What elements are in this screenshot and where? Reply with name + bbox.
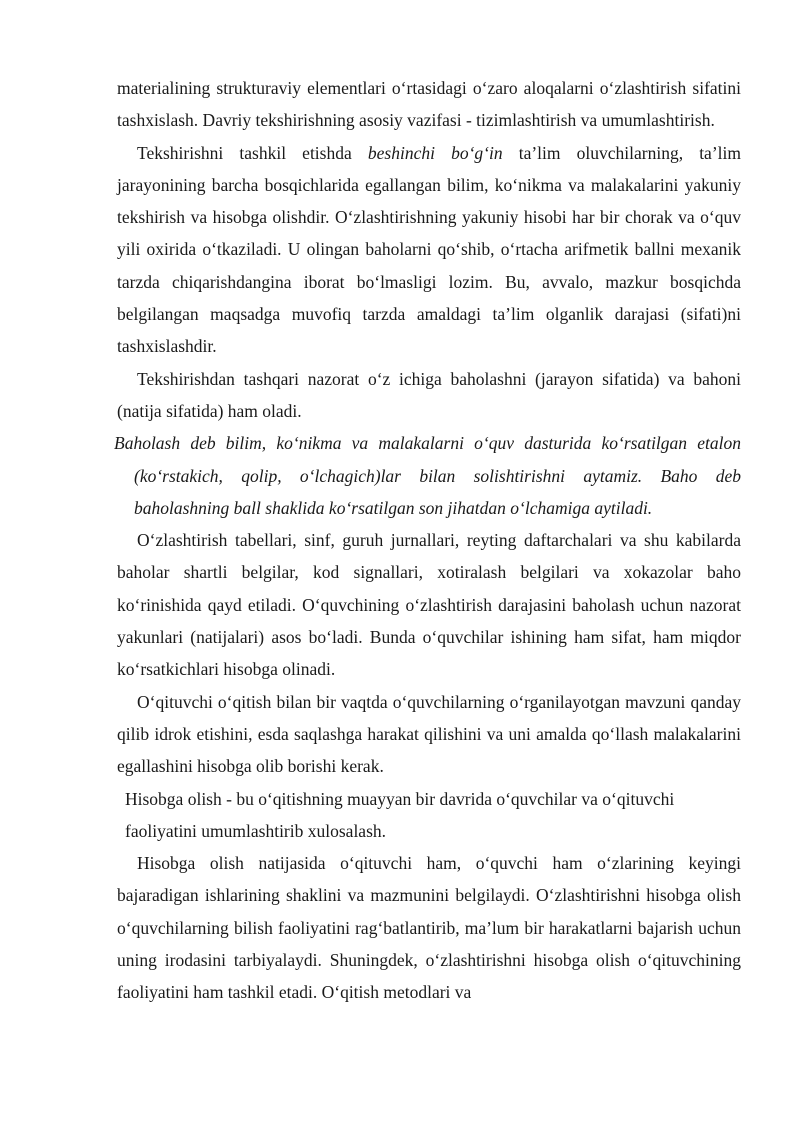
paragraph-2-emphasis: beshinchi bo‘g‘in: [367, 142, 503, 163]
paragraph-2-lead: Tekshirishni tashkil etishda: [137, 142, 368, 163]
paragraph-5: O‘zlashtirish tabellari, sinf, guruh jurnallari, reyting daftarchalari va shu kabilarda baholar shartli belgilar, kod signallari, xotiralash belgilari va xokazolar baho ko‘rinishida qayd etiladi. O‘quvchining o‘zlashtirish darajasini baholash uchun nazorat yakunlari (natijalari) asos bo‘ladi. Bunda o‘quvchilar ishining ham sifat, ham miqdor ko‘rsatkichlari hisobga olinadi.: [117, 530, 741, 680]
paragraph-3: Tekshirishdan tashqari nazorat o‘z ichiga baholashni (jarayon sifatida) va bahoni (natija sifatida) ham oladi.: [117, 368, 741, 421]
paragraph-8: Hisobga olish natijasida o‘qituvchi ham, o‘quvchi ham o‘zlarining keyingi bajaradigan ishlarining shaklini va mazmunini belgilaydi. O‘zlashtirishni hisobga olish o‘quvchilarning bilish faoliyatini rag‘batlantirib, ma’lum bir harakatlarni bajarish uchun uning irodasini tarbiyalaydi. Shuningdek, o‘zlashtirishni hisobga olish o‘qituvchining faoliyatini ham tashkil etadi. O‘qitish metodlari va: [117, 853, 741, 1003]
paragraph-6: O‘qituvchi o‘qitish bilan bir vaqtda o‘quvchilarning o‘rganilayotgan mavzuni qanday qilib idrok etishini, esda saqlashga harakat qilishini va uni amalda qo‘llash malakalarini egallashini hisobga olib borishi kerak.: [117, 691, 741, 777]
definition-plain-line-2: faoliyatini umumlashtirib xulosalash.: [125, 820, 387, 841]
document-page: [114, 72, 741, 1009]
definition-plain-block: [125, 783, 741, 848]
definition-block: Baholash deb bilim, ko‘nikma va malakalarni o‘quv dasturida ko‘rsatilgan etalon (ko‘rstakich, qolip, o‘lchagich)lar bilan solishtirishni aytamiz. Baho deb baholashning ball shaklida ko‘rsatilgan son jihatdan o‘lchamiga aytiladi.: [114, 433, 741, 518]
paragraph-1: materialining strukturaviy elementlari o‘rtasidagi o‘zaro aloqalarni o‘zlashtirish sifatini tashxislash. Davriy tekshirishning asosiy vazifasi - tizimlashtirish va umumlashtirish.: [117, 78, 741, 131]
paragraph-2-rest: ta’lim oluvchilarning, ta’lim jarayonining barcha bosqichlarida egallangan bilim, ko‘nikma va malakalarini yakuniy tekshirish va hisobga olishdir. O‘zlashtirishning yakuniy hisobi har bir chorak va o‘quv yili oxirida o‘tkaziladi. U olingan baholarni qo‘shib, o‘rtacha arifmetik ballni mexanik tarzda chiqarishdangina iborat bo‘lmasligi lozim. Bu, avvalo, mazkur bosqichda belgilangan maqsadga muvofiq tarzda amaldagi ta’lim olganlik darajasi (sifati)ni tashxislashdir.: [117, 142, 741, 357]
definition-plain-line-1: Hisobga olish - bu o‘qitishning muayyan bir davrida o‘quvchilar va o‘qituvchi: [125, 788, 675, 809]
paragraph-2: [117, 137, 741, 363]
